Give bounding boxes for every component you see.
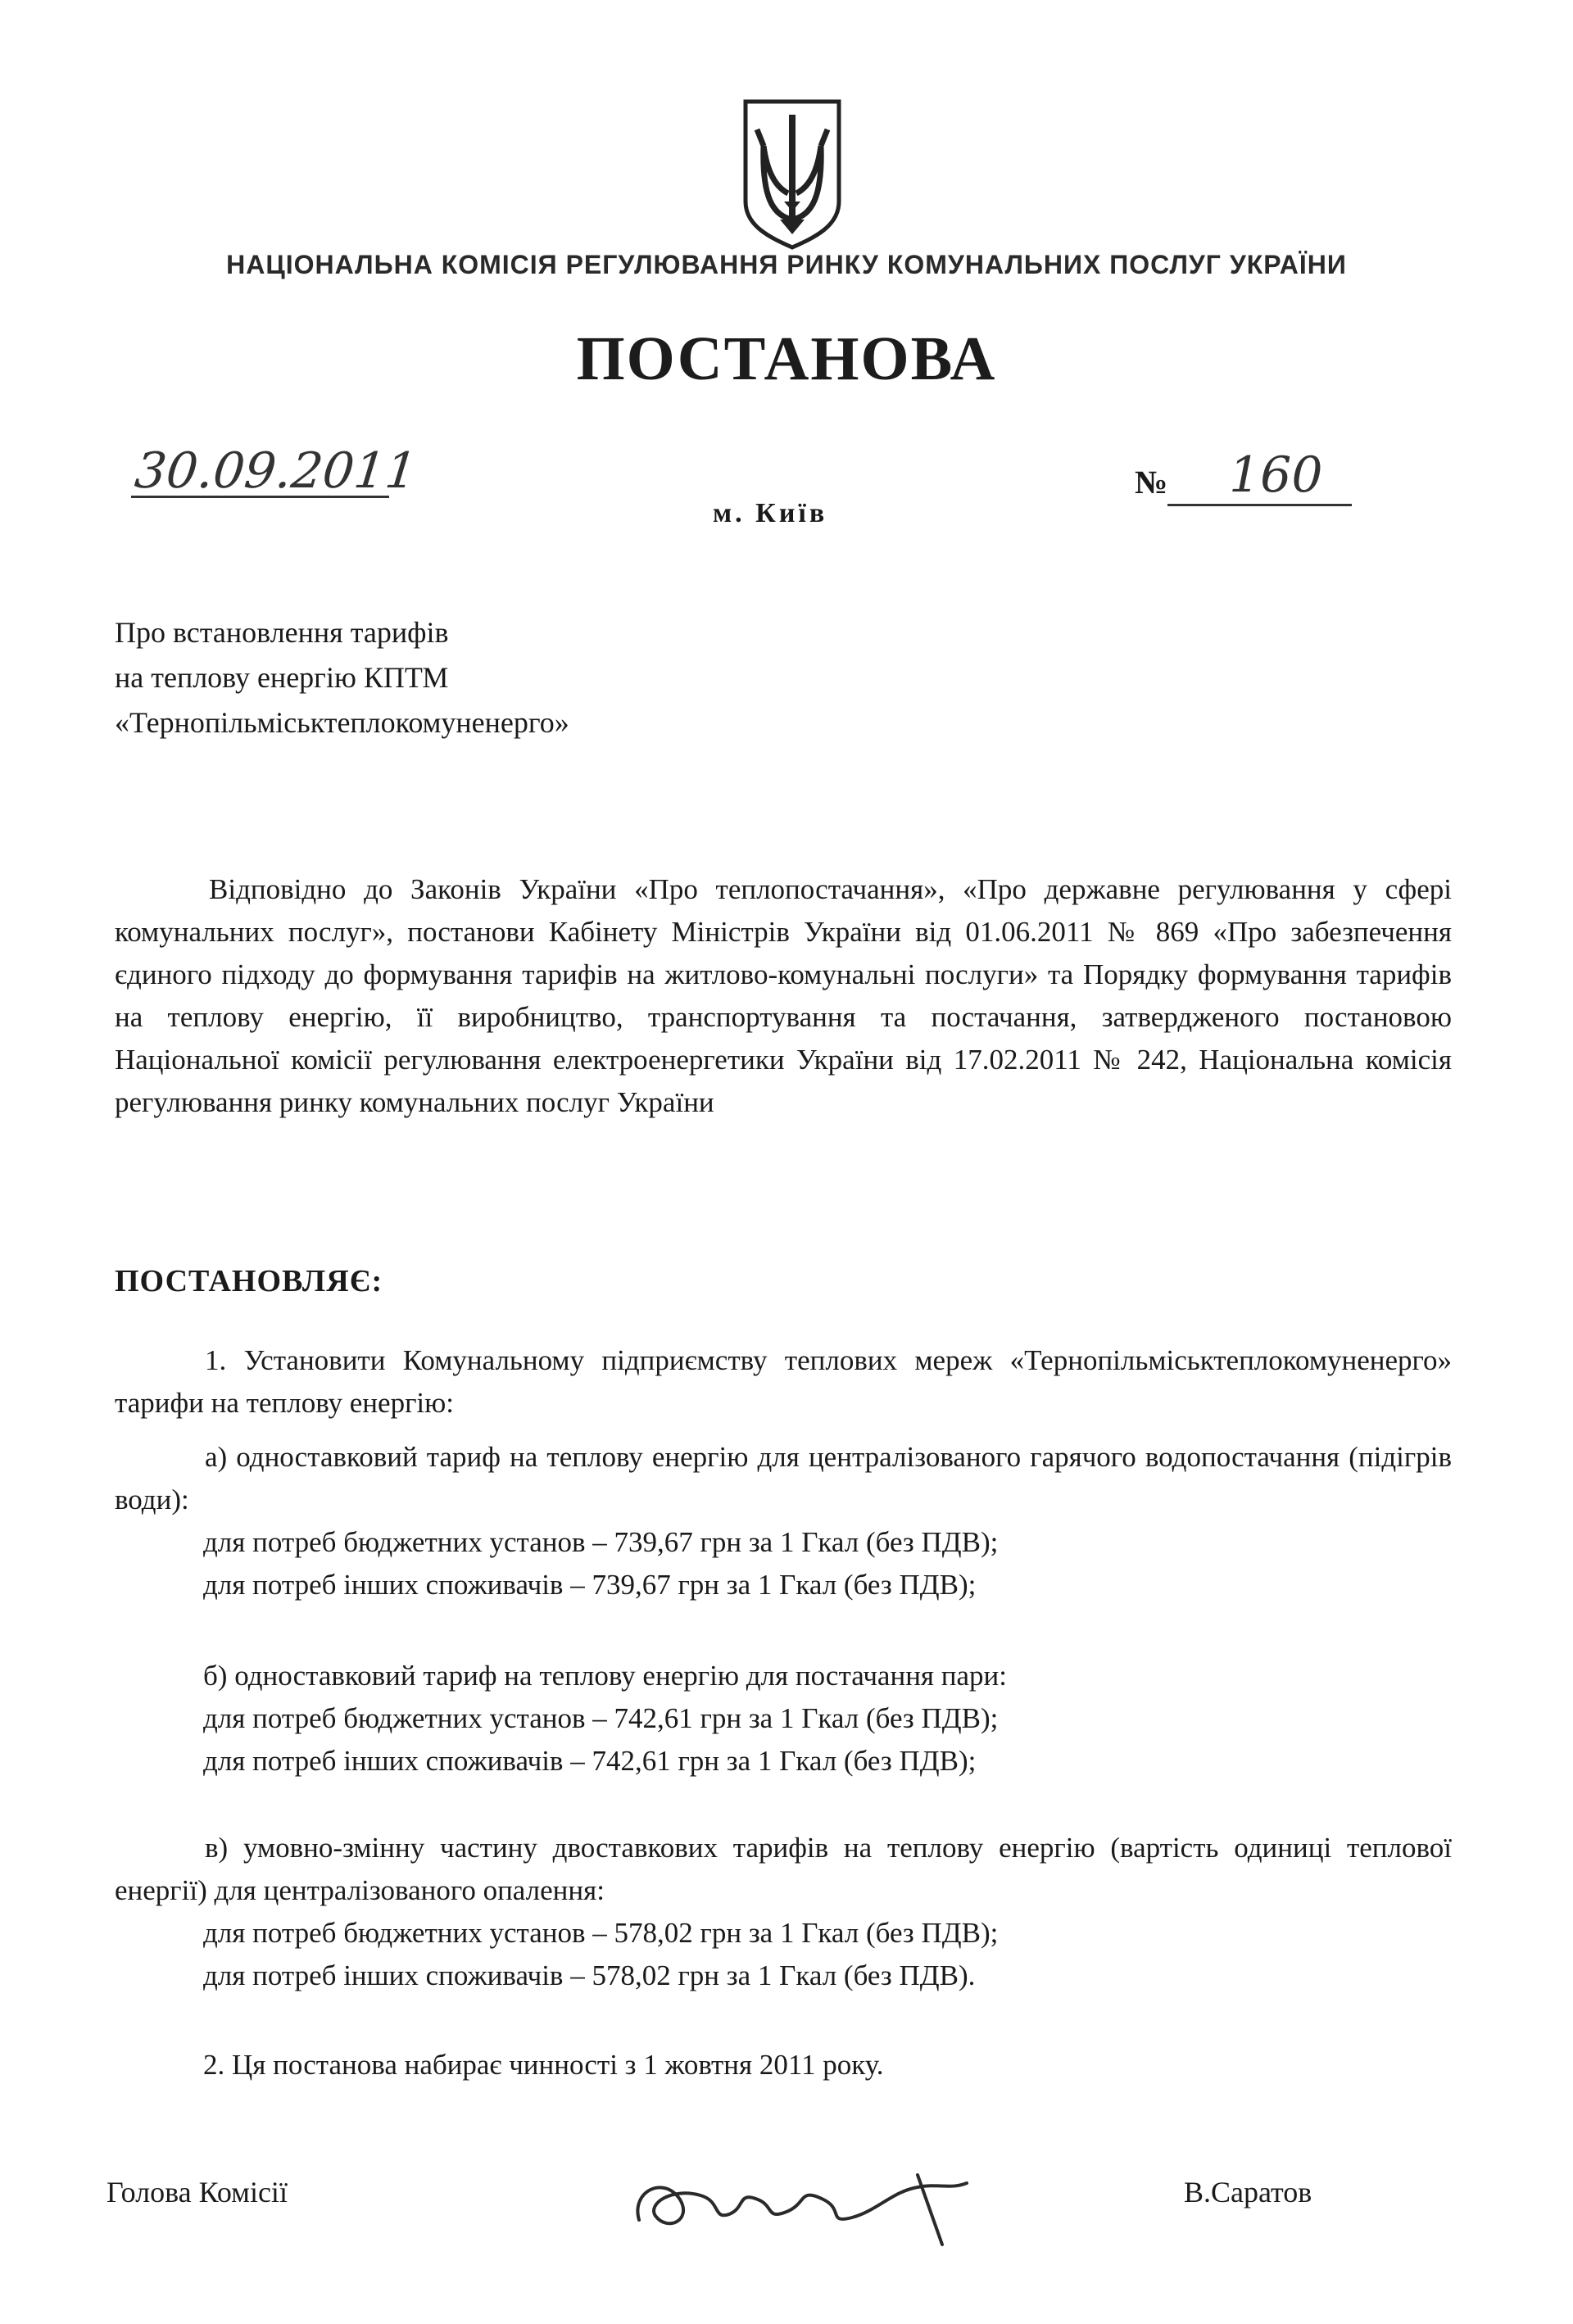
signatory-name: В.Саратов xyxy=(1184,2176,1312,2208)
coat-of-arms-emblem xyxy=(739,97,845,251)
item-1b-line-budget: для потреб бюджетних установ – 742,61 грн за 1 Гкал (без ПДВ); xyxy=(203,1702,999,1734)
item-1a-intro: а) одноставковий тариф на теплову енергію для централізованого гарячого водопостачання (підігрів води): xyxy=(115,1441,1452,1515)
subject-block xyxy=(115,610,569,745)
subject-line: на теплову енергію КПТМ xyxy=(115,661,449,694)
handwritten-signature xyxy=(623,2142,983,2249)
signatory-title: Голова Комісії xyxy=(107,2176,288,2208)
subject-line: «Тернопільміськтеплокомуненерго» xyxy=(115,706,569,739)
decree-heading: ПОСТАНОВЛЯЄ: xyxy=(115,1264,383,1298)
document-date: 30.09.2011 xyxy=(132,442,420,500)
preamble-paragraph: Відповідно до Законів України «Про теплопостачання», «Про державне регулювання у сфері комунальних послуг», постанови Кабінету Міністрів України від 01.06.2011 № 869 «Про забезпечення єдиного підходу до формування тарифів на житлово-комунальні послуги» та Порядку формування тарифів на теплову енергію, її виробництво, транспортування та постачання, затвердженого постановою Національної комісії регулювання електроенергетики України від 17.02.2011 № 242, Національна комісія регулювання ринку комунальних послуг України xyxy=(115,873,1452,1118)
document-number: 160 xyxy=(1229,446,1323,504)
number-label: № xyxy=(1135,464,1168,501)
number-underline xyxy=(1167,504,1352,506)
item-1: 1. Установити Комунальному підприємству теплових мереж «Тернопільміськтеплокомуненерго» тарифи на теплову енергію: xyxy=(115,1344,1452,1419)
item-2: 2. Ця постанова набирає чинності з 1 жовтня 2011 року. xyxy=(203,2049,884,2081)
item-1c-intro: в) умовно-змінну частину двоставкових тарифів на теплову енергію (вартість одиниці теплової енергії) для централізованого опалення: xyxy=(115,1832,1452,1906)
item-1a-line-budget: для потреб бюджетних установ – 739,67 грн за 1 Гкал (без ПДВ); xyxy=(203,1526,999,1558)
document-title: ПОСТАНОВА xyxy=(576,324,997,393)
agency-name: НАЦІОНАЛЬНА КОМІСІЯ РЕГУЛЮВАННЯ РИНКУ КОМУНАЛЬНИХ ПОСЛУГ УКРАЇНИ xyxy=(226,250,1347,279)
item-1b-line-other: для потреб інших споживачів – 742,61 грн за 1 Гкал (без ПДВ); xyxy=(203,1745,977,1777)
item-1c-line-other: для потреб інших споживачів – 578,02 грн за 1 Гкал (без ПДВ). xyxy=(203,1959,976,1991)
item-1c-line-budget: для потреб бюджетних установ – 578,02 грн за 1 Гкал (без ПДВ); xyxy=(203,1917,999,1949)
item-1a-line-other: для потреб інших споживачів – 739,67 грн за 1 Гкал (без ПДВ); xyxy=(203,1569,977,1601)
item-1b-intro: б) одноставковий тариф на теплову енергію для постачання пари: xyxy=(203,1660,1007,1692)
subject-line: Про встановлення тарифів xyxy=(115,616,449,649)
date-underline xyxy=(131,496,389,498)
document-place: м. Київ xyxy=(713,498,828,528)
